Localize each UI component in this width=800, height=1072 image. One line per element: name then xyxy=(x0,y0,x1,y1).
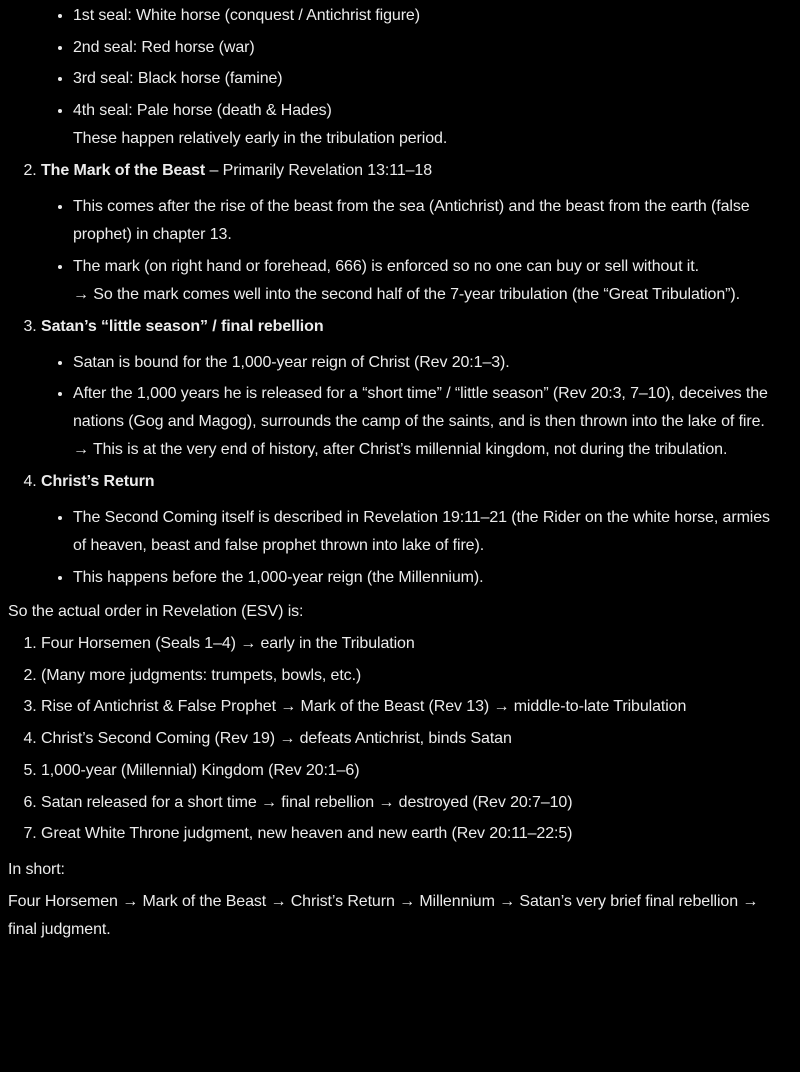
section-title-rest: – Primarily Revelation 13:11–18 xyxy=(205,162,433,179)
order-item-7 xyxy=(41,820,784,848)
bullet-arrow-note: → So the mark comes well into the second half of the 7-year tribulation (the “Great Tribulation”). xyxy=(73,285,740,303)
section-bullet-list xyxy=(41,504,784,592)
section-bullet-list xyxy=(41,349,784,465)
seal-item-3 xyxy=(73,65,784,93)
section-title-bold: Christ’s Return xyxy=(41,473,155,490)
bullet-arrow-note: → This is at the very end of history, after Christ’s millennial kingdom, not during the tribulation. xyxy=(73,441,728,459)
order-item-text: 1,000-year (Millennial) Kingdom (Rev 20:1–6) xyxy=(41,761,360,779)
order-item-text: Great White Throne judgment, new heaven and new earth (Rev 20:11–22:5) xyxy=(41,825,573,843)
section-title-bold: Satan’s “little season” / final rebellion xyxy=(41,317,324,335)
bullet-text: The mark (on right hand or forehead, 666) is enforced so no one can buy or sell without it. xyxy=(73,257,699,275)
bullet-text: Satan is bound for the 1,000-year reign of Christ (Rev 20:1–3). xyxy=(73,353,510,371)
order-item-2 xyxy=(41,662,784,690)
bullet-text: After the 1,000 years he is released for a “short time” / “little season” (Rev 20:3, 7–10), deceives the nations (Gog and Magog), surrounds the camp of the saints, and is then thrown into the lake of fire. xyxy=(73,385,768,431)
sub-bullet xyxy=(73,564,784,592)
sub-bullet xyxy=(73,253,784,309)
bullet-text: This happens before the 1,000-year reign (the Millennium). xyxy=(73,568,484,586)
seal-item-2 xyxy=(73,34,784,62)
bullet-text: This comes after the rise of the beast from the sea (Antichrist) and the beast from the earth (false prophet) in chapter 13. xyxy=(73,198,750,243)
section-mark-of-the-beast xyxy=(41,157,784,309)
order-intro: So the actual order in Revelation (ESV) is: xyxy=(8,602,304,620)
order-list xyxy=(8,630,784,849)
section-title-bold: The Mark of the Beast xyxy=(41,162,206,179)
order-item-4 xyxy=(41,725,784,753)
order-item-text: Four Horsemen (Seals 1–4) → early in the Tribulation xyxy=(41,634,415,652)
order-item-6 xyxy=(41,789,784,817)
order-item-text: (Many more judgments: trumpets, bowls, etc.) xyxy=(41,666,362,684)
summary-text: Four Horsemen → Mark of the Beast → Christ’s Return → Millennium → Satan’s very brief final rebellion → final judgment. xyxy=(8,893,759,939)
section-satans-little-season xyxy=(41,313,784,465)
seal-item-4 xyxy=(73,97,784,153)
order-item-3 xyxy=(41,693,784,721)
order-item-1 xyxy=(41,630,784,658)
order-item-text: Rise of Antichrist & False Prophet → Mark of the Beast (Rev 13) → middle-to-late Tribulation xyxy=(41,698,687,716)
order-item-5 xyxy=(41,757,784,785)
seals-note: These happen relatively early in the tribulation period. xyxy=(73,130,448,147)
sub-bullet xyxy=(73,504,784,560)
main-numbered-list xyxy=(8,157,784,592)
sub-bullet xyxy=(73,380,784,464)
sub-bullet xyxy=(73,193,784,249)
summary-label: In short: xyxy=(8,861,65,879)
sub-bullet xyxy=(73,349,784,377)
seal-item-text: 2nd seal: Red horse (war) xyxy=(73,38,255,56)
seal-item-1 xyxy=(73,2,784,30)
seal-item-text: 1st seal: White horse (conquest / Antichrist figure) xyxy=(73,6,420,24)
seal-item-text: 4th seal: Pale horse (death & Hades) xyxy=(73,102,332,119)
seals-list xyxy=(8,2,784,153)
section-bullet-list xyxy=(41,193,784,309)
section-christs-return xyxy=(41,468,784,592)
order-item-text: Satan released for a short time → final rebellion → destroyed (Rev 20:7–10) xyxy=(41,793,573,811)
bullet-text: The Second Coming itself is described in Revelation 19:11–21 (the Rider on the white horse, armies of heaven, beast and false prophet thrown into lake of fire). xyxy=(73,509,770,554)
order-item-text: Christ’s Second Coming (Rev 19) → defeats Antichrist, binds Satan xyxy=(41,730,512,747)
seal-item-text: 3rd seal: Black horse (famine) xyxy=(73,70,283,88)
